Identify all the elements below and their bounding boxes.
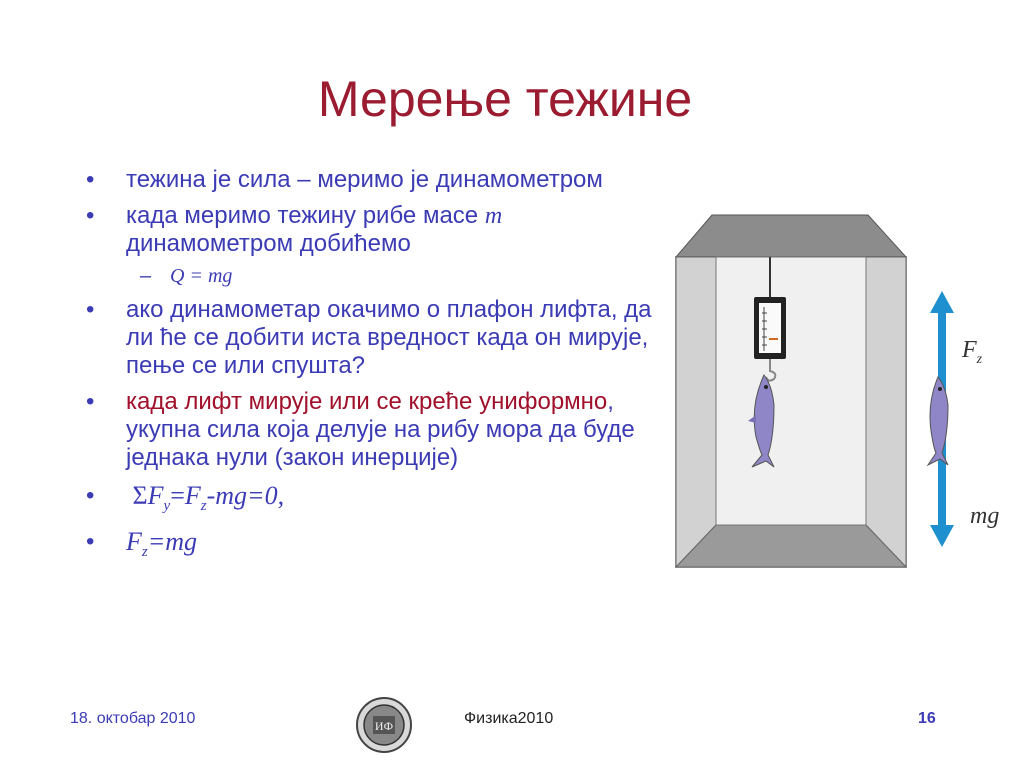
bullet-item-1 xyxy=(82,166,682,194)
svg-text:ИФ: ИФ xyxy=(374,719,394,733)
page-number: 16 xyxy=(918,710,936,727)
bullet-text: ако динамометар окачимо о плафон лифта, да ли ће се добити иста вредност када он мирује, пење се или спушта? xyxy=(126,296,652,379)
fz-label: $F_z$ xyxy=(962,337,983,367)
bullet-text: тежина је сила – меримо је динамометром xyxy=(126,166,603,193)
slide-title: Мерење тежине xyxy=(317,71,693,127)
elevator-floor xyxy=(676,525,906,567)
bullet-marker: • xyxy=(86,296,95,323)
formula-subscript: z xyxy=(141,544,148,561)
bullet-item-4 xyxy=(82,388,682,472)
footer-center-text: Физика2010 xyxy=(464,710,554,727)
formula-part: F xyxy=(184,481,201,510)
sigma-symbol: Σ xyxy=(132,481,148,510)
weight-formula: Q = mg xyxy=(170,265,233,287)
bullet-text-cont: динамометром добићемо xyxy=(126,230,411,257)
back-wall xyxy=(716,257,866,525)
footer-date: 18. октобар 2010 xyxy=(70,710,196,727)
elevator-roof xyxy=(676,215,906,257)
sum-formula xyxy=(126,481,285,515)
formula-part: = xyxy=(170,481,185,510)
right-wall xyxy=(866,257,906,567)
bullet-item-2 xyxy=(82,202,682,258)
left-wall xyxy=(676,257,716,567)
mass-variable: m xyxy=(484,203,503,229)
bullet-marker: • xyxy=(86,482,95,509)
elevator-diagram xyxy=(670,205,1020,585)
bullet-text: када меримо тежину рибе масе xyxy=(126,202,485,229)
bullet-item-3 xyxy=(82,296,682,380)
institution-seal-icon xyxy=(355,696,413,754)
bullet-marker: • xyxy=(86,166,95,193)
formula-part: F xyxy=(147,481,164,510)
formula-part: -mg=0, xyxy=(206,481,285,510)
dash-marker: – xyxy=(140,265,152,287)
formula-subscript: z xyxy=(200,498,207,515)
sub-bullet-item xyxy=(82,264,682,288)
mg-label: mg xyxy=(970,503,1000,529)
highlighted-text: када лифт мирује или се креће униформно xyxy=(126,388,608,415)
formula-subscript: y xyxy=(163,498,171,515)
bullet-item-6 xyxy=(82,528,682,566)
formula-part: F xyxy=(126,527,142,557)
bullet-item-5 xyxy=(82,482,682,520)
result-formula xyxy=(126,527,198,561)
formula-part: =mg xyxy=(147,527,198,557)
bullet-marker: • xyxy=(86,528,95,556)
bullet-list xyxy=(82,166,682,574)
bullet-text: , укупна сила која делује на рибу мора да буде једнака нули (закон инерције) xyxy=(126,388,635,471)
bullet-marker: • xyxy=(86,388,95,415)
bullet-marker: • xyxy=(86,202,95,229)
